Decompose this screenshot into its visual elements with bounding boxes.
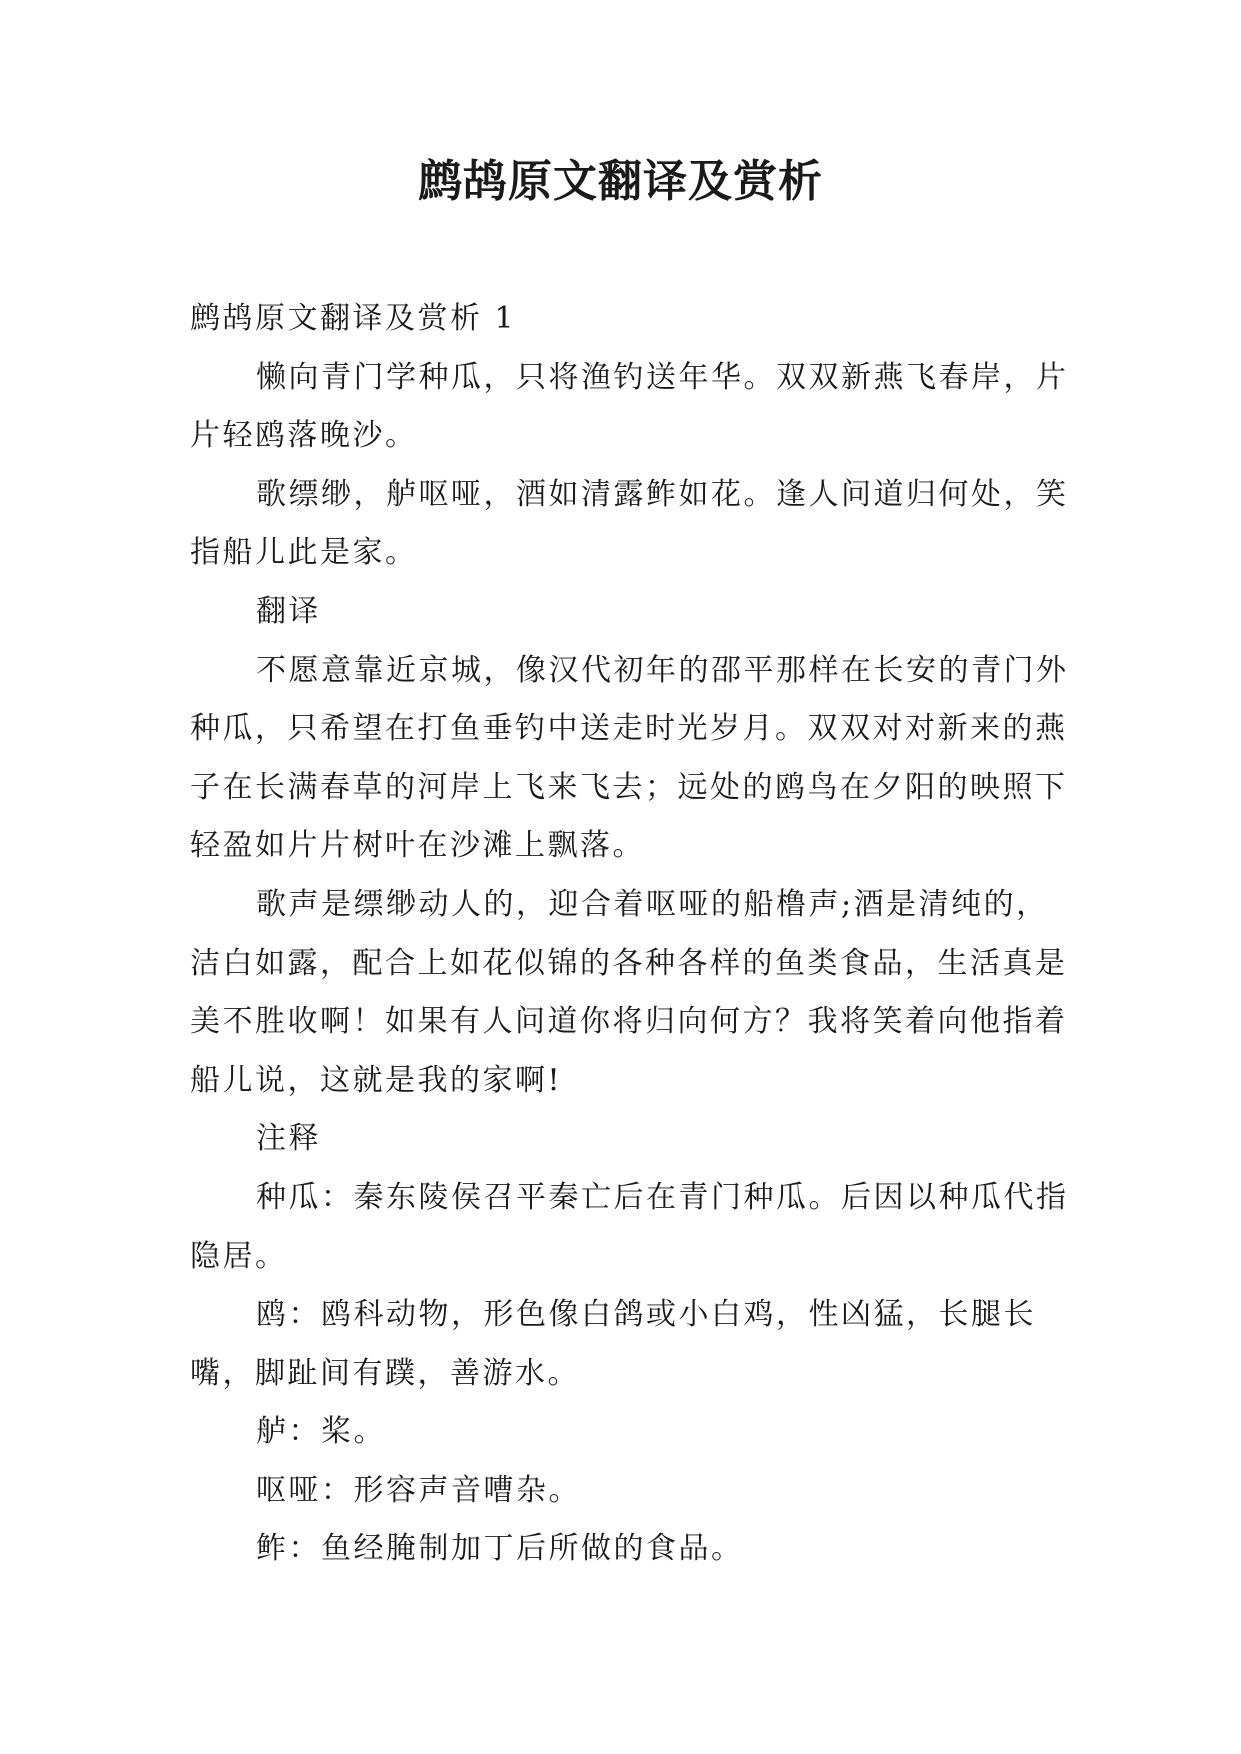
- translation-paragraph-1: 不愿意靠近京城，像汉代初年的邵平那样在长安的青门外种瓜，只希望在打鱼垂钓中送走时光岁月。双双对对新来的燕子在长满春草的河岸上飞来飞去；远处的鸥鸟在夕阳的映照下轻盈如片片树叶在沙滩上飘落。: [190, 652, 1069, 864]
- document-body: [190, 290, 1070, 1579]
- poem-stanza-1: 懒向青门学种瓜，只将渔钓送年华。双双新燕飞春岸，片片轻鸥落晚沙。: [190, 359, 1069, 454]
- section-heading: 鹧鸪原文翻译及赏析 1: [190, 301, 517, 336]
- note-item: 舻：桨。: [256, 1414, 386, 1450]
- poem-stanza-2: 歌缥缈，舻呕哑，酒如清露鲊如花。逢人问道归何处，笑指船儿此是家。: [190, 476, 1069, 571]
- translation-paragraph-2: 歌声是缥缈动人的，迎合着呕哑的船橹声;酒是清纯的，洁白如露，配合上如花似锦的各种各样的鱼类食品，生活真是美不胜收啊！如果有人问道你将归向何方？我将笑着向他指着船儿说，这就是我的家啊!: [190, 886, 1068, 1098]
- translation-heading: 翻译: [256, 593, 321, 629]
- note-item: 种瓜：秦东陵侯召平秦亡后在青门种瓜。后因以种瓜代指隐居。: [190, 1179, 1069, 1274]
- notes-heading: 注释: [256, 1121, 321, 1157]
- document-title: 鹧鸪原文翻译及赏析: [418, 156, 823, 207]
- note-item: 呕哑：形容声音嘈杂。: [256, 1472, 581, 1508]
- note-item: 鸥：鸥科动物，形色像白鸽或小白鸡，性凶猛，长腿长嘴，脚趾间有蹼，善游水。: [190, 1297, 1036, 1391]
- note-item: 鲊：鱼经腌制加丁后所做的食品。: [256, 1531, 744, 1567]
